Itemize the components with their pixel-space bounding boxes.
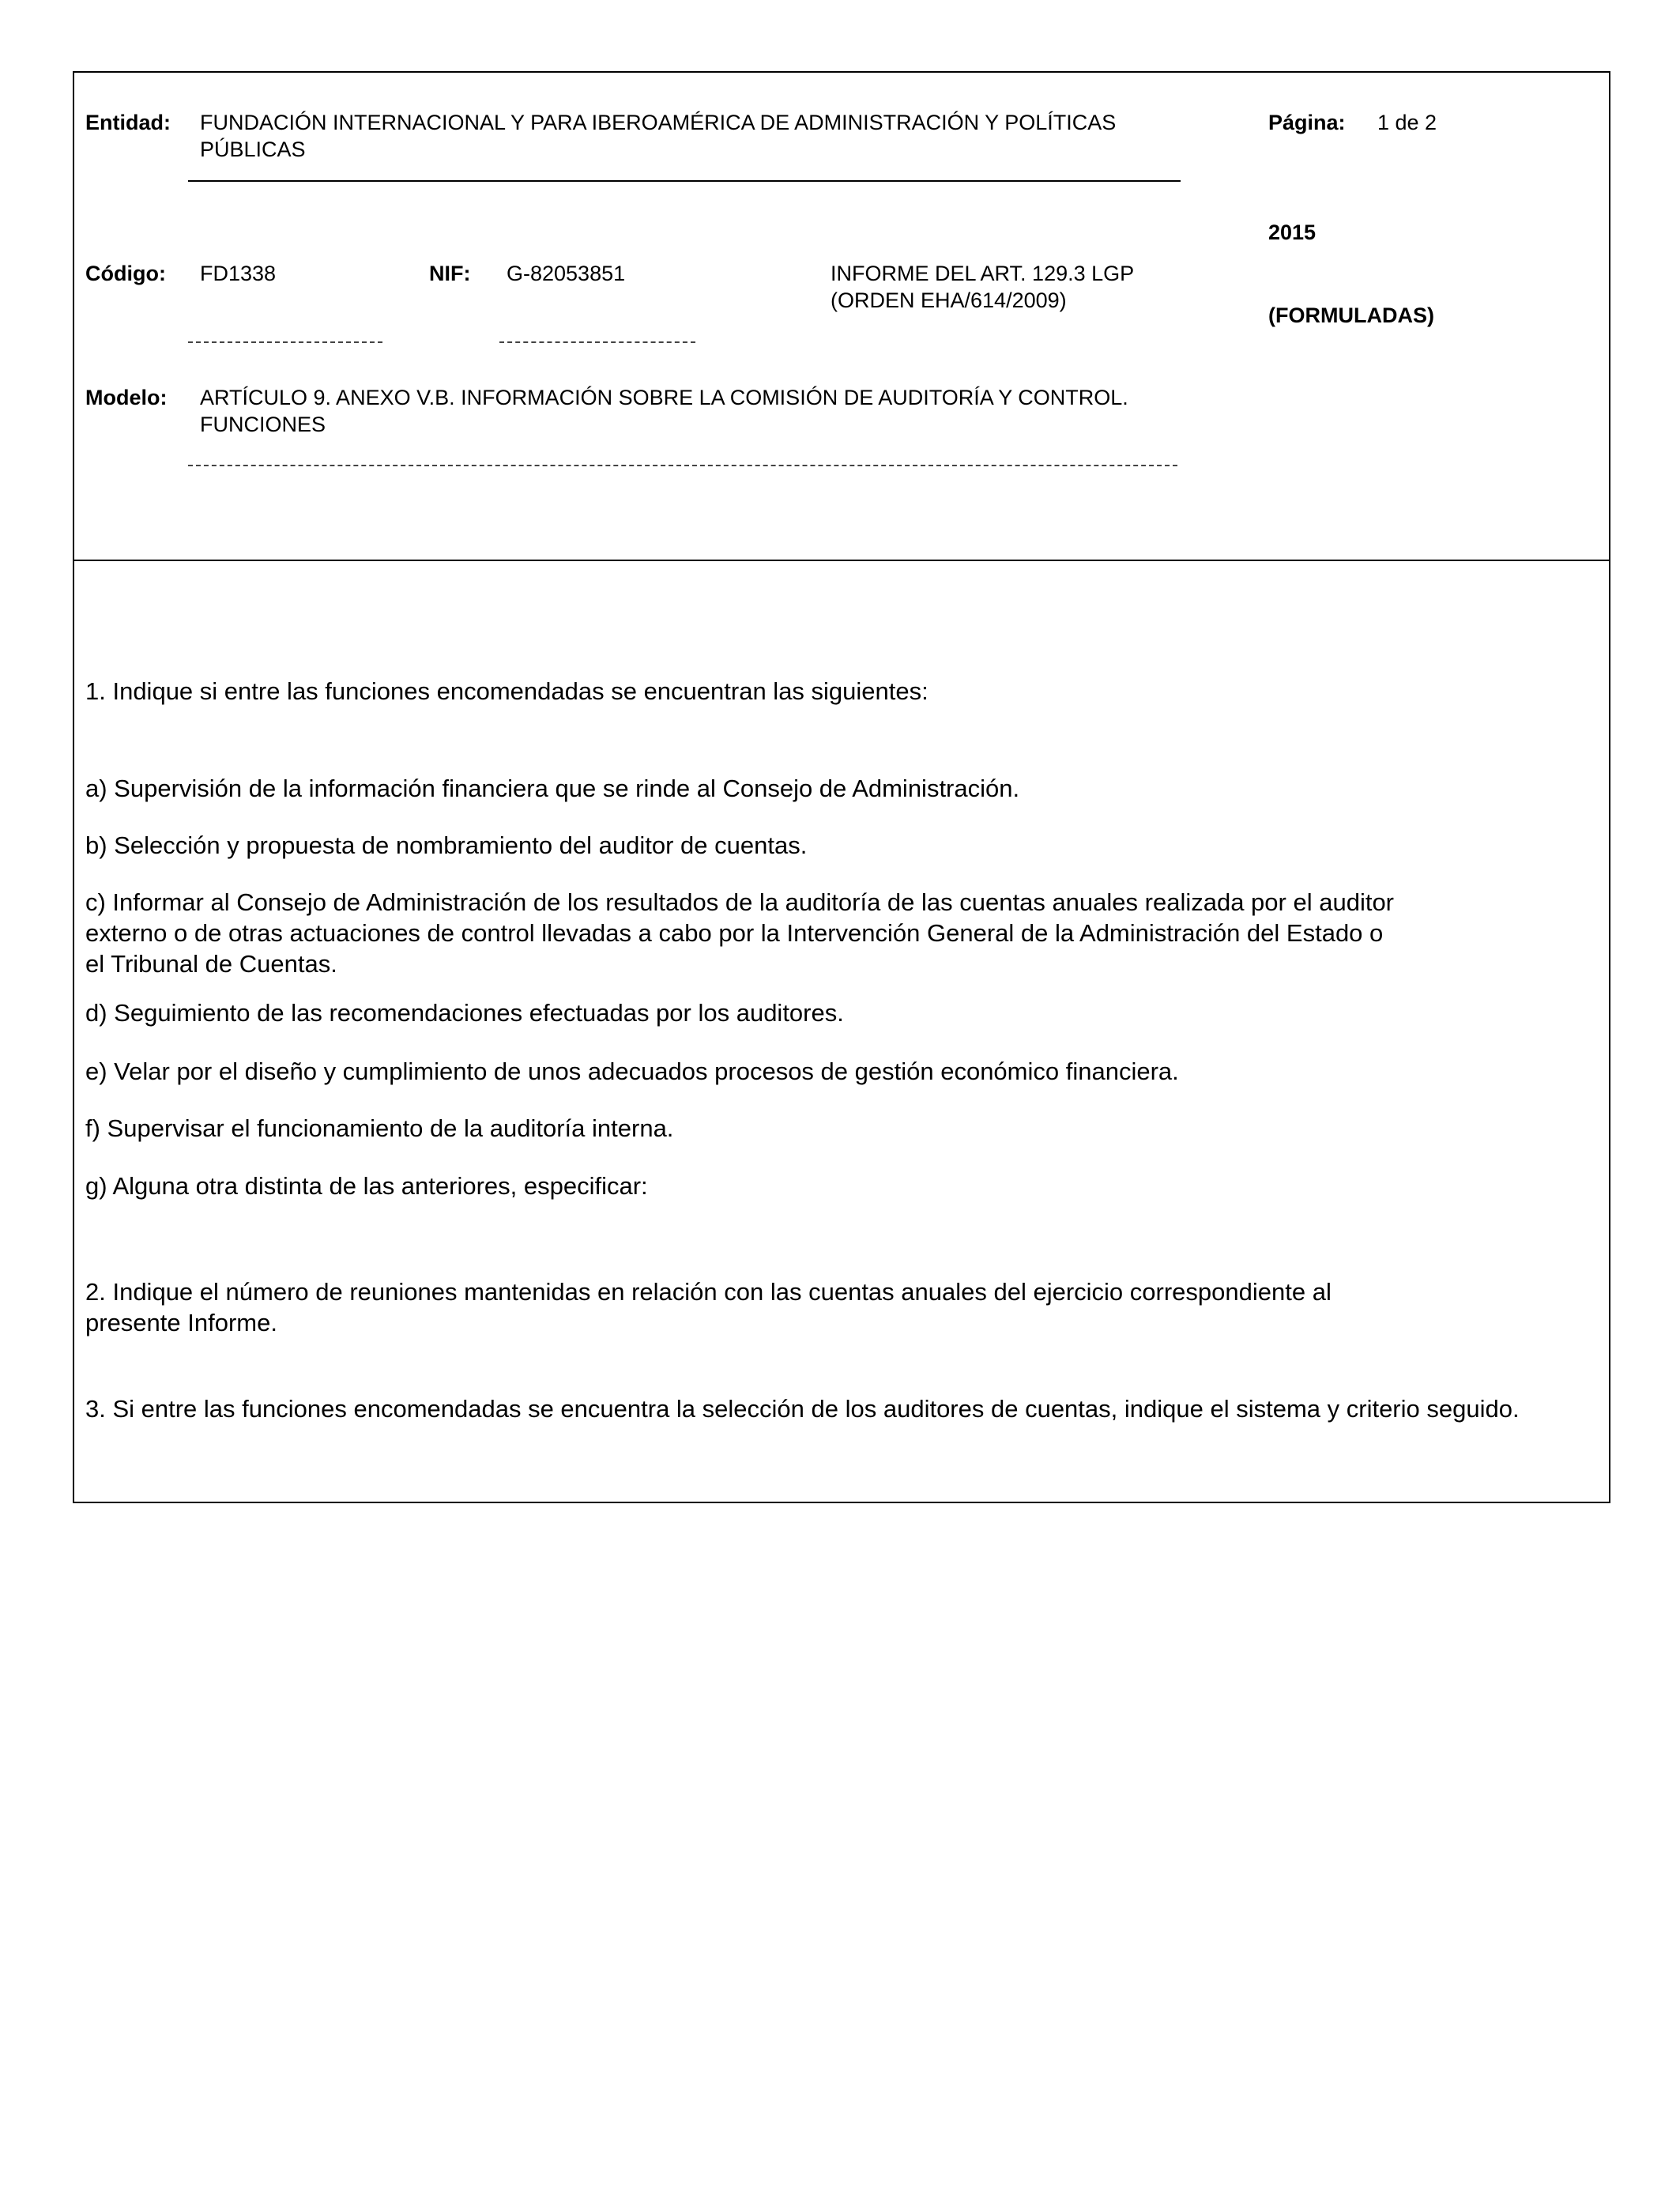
year-label: 2015 [1268,221,1317,244]
nif-label: NIF: [429,262,471,285]
modelo-underline [188,465,1177,466]
codigo-underline [188,341,382,343]
pagina-value: 1 de 2 [1377,111,1437,134]
informe-text: INFORME DEL ART. 129.3 LGP (ORDEN EHA/614/2009) [831,262,1134,312]
list-item-a: a) Supervisión de la información financiera que se rinde al Consejo de Administración. [85,775,1020,802]
nif-value: G-82053851 [507,262,626,285]
status-label: (FORMULADAS) [1268,303,1434,327]
codigo-value: FD1338 [200,262,277,285]
list-item-d: d) Seguimiento de las recomendaciones efectuadas por los auditores. [85,999,844,1027]
modelo-value: ARTÍCULO 9. ANEXO V.B. INFORMACIÓN SOBRE LA COMISIÓN DE AUDITORÍA Y CONTROL. FUNCIONES [200,386,1128,436]
question-1: 1. Indique si entre las funciones encomendadas se encuentran las siguientes: [85,677,929,705]
question-2: 2. Indique el número de reuniones mantenidas en relación con las cuentas anuales del ejercicio correspondiente al presente Informe. [85,1278,1332,1336]
list-item-b: b) Selección y propuesta de nombramiento del auditor de cuentas. [85,831,808,859]
list-item-c: c) Informar al Consejo de Administración de los resultados de la auditoría de las cuentas anuales realizada por el auditor externo o de otras actuaciones de control llevadas a cabo por la Intervención General de la Administración del Estado o el Tribunal de Cuentas. [85,888,1395,978]
question-3: 3. Si entre las funciones encomendadas se encuentra la selección de los auditores de cuentas, indique el sistema y criterio seguido. [85,1395,1520,1423]
list-item-e: e) Velar por el diseño y cumplimiento de unos adecuados procesos de gestión económico financiera. [85,1057,1179,1085]
entidad-label: Entidad: [85,111,171,134]
modelo-label: Modelo: [85,386,168,409]
entidad-value: FUNDACIÓN INTERNACIONAL Y PARA IBEROAMÉRICA DE ADMINISTRACIÓN Y POLÍTICAS PÚBLICAS [200,111,1117,161]
list-item-f: f) Supervisar el funcionamiento de la auditoría interna. [85,1114,674,1142]
codigo-label: Código: [85,262,166,285]
pagina-label: Página: [1268,111,1346,134]
nif-underline [499,341,695,343]
entidad-underline [188,180,1181,182]
list-item-g: g) Alguna otra distinta de las anteriores, especificar: [85,1172,648,1200]
